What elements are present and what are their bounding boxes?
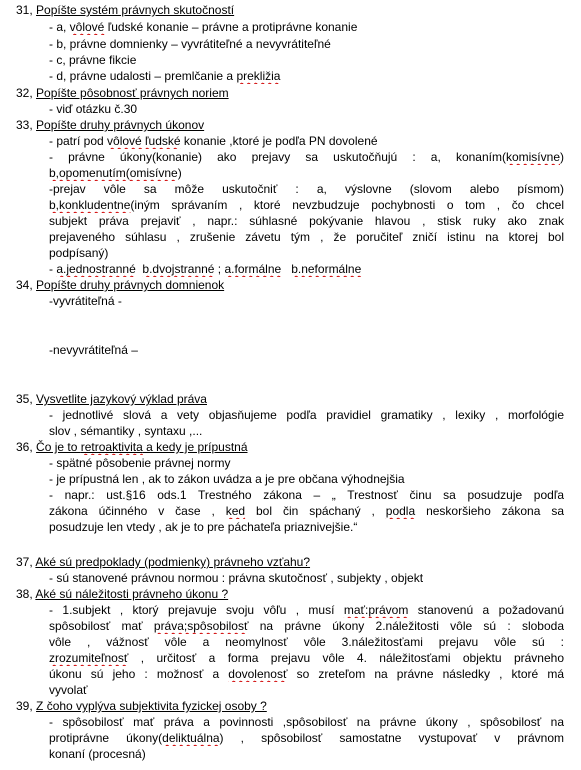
item-text: stanovenú a požadovanú [408, 603, 564, 617]
question-31-item-b [49, 37, 564, 52]
question-35-line-1 [49, 408, 564, 423]
item-text: slov , sémantiky , syntaxu ,... [49, 424, 203, 438]
title-text: a kedy je prípustná [142, 440, 248, 454]
item-text: so zreteľom na právne následky , ktoré má [287, 667, 564, 681]
item-text: úkonu sú jeho : možnosť a [49, 667, 229, 681]
question-36-title [36, 440, 247, 454]
question-35-number: 35, [16, 392, 33, 406]
misspelled-word: ked [225, 504, 246, 518]
item-text: - napr.: ust.§16 ods.1 Trestného zákona – „ Trestnosť činu sa posudzuje podľa [49, 488, 564, 502]
question-33-line-9 [49, 262, 564, 277]
item-text: podpísaný) [49, 246, 109, 260]
question-38-line-4 [49, 651, 564, 666]
question-34-title: Popíšte druhy právnych domnienok [36, 278, 225, 292]
question-37-heading [16, 555, 564, 570]
misspelled-word: deliktuálna [162, 731, 220, 745]
item-text: - b, právne domnienky – vyvrátiteľné a nevyvrátiteľné [49, 37, 331, 51]
question-36-line-5 [49, 520, 564, 535]
item-text: ; [214, 262, 225, 276]
question-32-title: Popíšte pôsobnosť právnych noriem [36, 86, 229, 100]
question-35-line-2 [49, 424, 564, 439]
question-36-line-4 [49, 504, 564, 519]
item-text: na právne úkony 2.náležitosti vôle sú : sloboda [248, 619, 564, 633]
question-33-line-2 [49, 150, 564, 165]
misspelled-word: b.neformálne [291, 262, 362, 276]
question-32-heading [16, 86, 564, 101]
item-text: - jednotlivé slová a vety objasňujeme podľa pravidiel gramatiky , lexiky , morfológie [49, 408, 564, 422]
question-31-item-a [49, 20, 564, 35]
item-text: zákona účinného v čase , [49, 504, 226, 518]
misspelled-word: dovolenosť [228, 667, 288, 681]
question-31-title: Popíšte systém právnych skutočností [36, 3, 235, 17]
item-text: - právne úkony(konanie) ako prejavy sa uskutočňujú : a, konaním( [49, 150, 506, 164]
misspelled-word: b.dvojstranné [142, 262, 215, 276]
question-38-title: Aké sú náležitosti právneho úkonu ? [35, 587, 229, 601]
question-33-title: Popíšte druhy právnych úkonov [36, 118, 205, 132]
question-38-number: 38, [16, 587, 33, 601]
misspelled-word: b,opomenutím(omisívne [49, 166, 178, 180]
item-text: bol čin spáchaný , [245, 504, 386, 518]
item-text: - spôsobilosť mať práva a povinnosti ,spôsobilosť na právne úkony , spôsobilosť na [49, 715, 564, 729]
question-31-heading [16, 3, 564, 18]
item-text: ľudské konanie – právne a protiprávne konanie [104, 20, 358, 34]
misspelled-word: vôlové [69, 20, 105, 34]
question-36-line-1 [49, 456, 564, 471]
question-37-line-1 [49, 571, 564, 586]
question-33-line-6 [49, 214, 564, 229]
misspelled-word: zrozumiteľnosť [49, 651, 129, 665]
question-31-item-c [49, 53, 564, 68]
misspelled-word: prekližia [236, 69, 281, 83]
question-33-line-4 [49, 182, 564, 197]
question-36-line-2 [49, 472, 564, 487]
misspelled-word: vôlové ľudské [107, 134, 181, 148]
question-33-line-1 [49, 134, 564, 149]
question-32-item [49, 102, 564, 117]
item-text: - c, právne fikcie [49, 53, 137, 67]
misspelled-word: a.jednostranné [56, 262, 136, 276]
question-38-line-1 [49, 603, 564, 618]
question-37-title: Aké sú predpoklady (podmienky) právneho vzťahu? [35, 555, 311, 569]
item-text: (iným správaním , ktoré nevzbudzuje pochybnosti o tom , čo chcel [130, 198, 564, 212]
item-text: - je prípustná len , ak to zákon uvádza a je pre občana výhodnejšia [49, 472, 405, 486]
question-39-line-1 [49, 715, 564, 730]
title-text: Čo je to [36, 440, 81, 454]
question-34-number: 34, [16, 278, 33, 292]
question-37-number: 37, [16, 555, 33, 569]
item-text: vôle , vážnosť vôle a neomylnosť vôle 3.náležitosťami prejavu vôle sú : [49, 635, 564, 649]
question-31-item-d [49, 69, 564, 84]
item-text: - d, právne udalosti – premlčanie a [49, 69, 237, 83]
misspelled-word: komisívne [505, 150, 560, 164]
question-33-heading [16, 118, 564, 133]
question-34-item-a [49, 294, 564, 309]
question-39-line-3 [49, 747, 564, 762]
question-33-line-5 [49, 198, 564, 213]
question-33-line-7 [49, 230, 564, 245]
question-36-number: 36, [16, 440, 33, 454]
question-32-number: 32, [16, 86, 33, 100]
item-text: - spätné pôsobenie právnej normy [49, 456, 231, 470]
item-text: konanie ,ktoré je podľa PN dovolené [180, 134, 378, 148]
item-text: vyvolať [49, 683, 88, 697]
misspelled-word: retroaktivita [80, 440, 143, 454]
item-text: ) [177, 166, 182, 180]
question-38-line-3 [49, 635, 564, 650]
item-text: -nevyvrátiteľná – [49, 343, 138, 357]
question-34-heading [16, 278, 564, 293]
item-text: - [49, 262, 57, 276]
question-39-line-2 [49, 731, 564, 746]
question-36-line-3 [49, 488, 564, 503]
question-39-number: 39, [16, 699, 33, 713]
misspelled-word: práva;spôsobilosť [153, 619, 249, 633]
item-text: subjekt práva prejaviť , napr.: súhlasné pokývanie hlavou , stisk ruky ako znak [49, 214, 564, 228]
item-text: neskoršieho zákona sa [415, 504, 564, 518]
misspelled-word: a.formálne [224, 262, 282, 276]
misspelled-word: mať:právom [343, 603, 409, 617]
question-33-line-8 [49, 246, 564, 261]
question-38-line-2 [49, 619, 564, 634]
item-text: posudzuje len vtedy , ak je to pre páchateľa priaznivejšie.“ [49, 520, 358, 534]
item-text: ) , spôsobilosť samostatne vystupovať v právnom [219, 731, 564, 745]
item-text: -prejav vôle sa môže uskutočniť : a, výslovne (slovom alebo písmom) [49, 182, 564, 196]
question-39-heading [16, 699, 564, 714]
item-text: konaní (procesná) [49, 747, 146, 761]
item-text: - a, [49, 20, 70, 34]
question-33-number: 33, [16, 118, 33, 132]
item-text: spôsobilosť mať [49, 619, 154, 633]
question-34-item-b [49, 343, 564, 358]
item-text: - patrí pod [49, 134, 108, 148]
item-text: - 1.subjekt , ktorý prejavuje svoju vôľu , musí [49, 603, 344, 617]
item-text: - viď otázku č.30 [49, 102, 138, 116]
item-text: protiprávne úkony( [49, 731, 163, 745]
question-35-heading [16, 392, 564, 407]
question-35-title: Vysvetlite jazykový výklad práva [36, 392, 207, 406]
question-38-line-5 [49, 667, 564, 682]
item-text: - sú stanovené právnou normou : právna skutočnosť , subjekty , objekt [49, 571, 424, 585]
item-text: -vyvrátiteľná - [49, 294, 122, 308]
question-38-heading [16, 587, 564, 602]
question-36-heading [16, 440, 564, 455]
item-text: prejaveného súhlasu , zrušenie závetu tým , že poručiteľ zničí istinu na ktorej bol [49, 230, 564, 244]
question-39-title: Z čoho vyplýva subjektivita fyzickej osoby ? [36, 699, 267, 713]
misspelled-word: podla [385, 504, 416, 518]
item-text: , určitosť a forma prejavu vôle 4. náležitosťami objektu právneho [128, 651, 564, 665]
question-33-line-3 [49, 166, 564, 181]
misspelled-word: b,konkludentne [49, 198, 131, 212]
question-31-number: 31, [16, 3, 33, 17]
item-text: ) [560, 150, 564, 164]
question-38-line-6 [49, 683, 564, 698]
